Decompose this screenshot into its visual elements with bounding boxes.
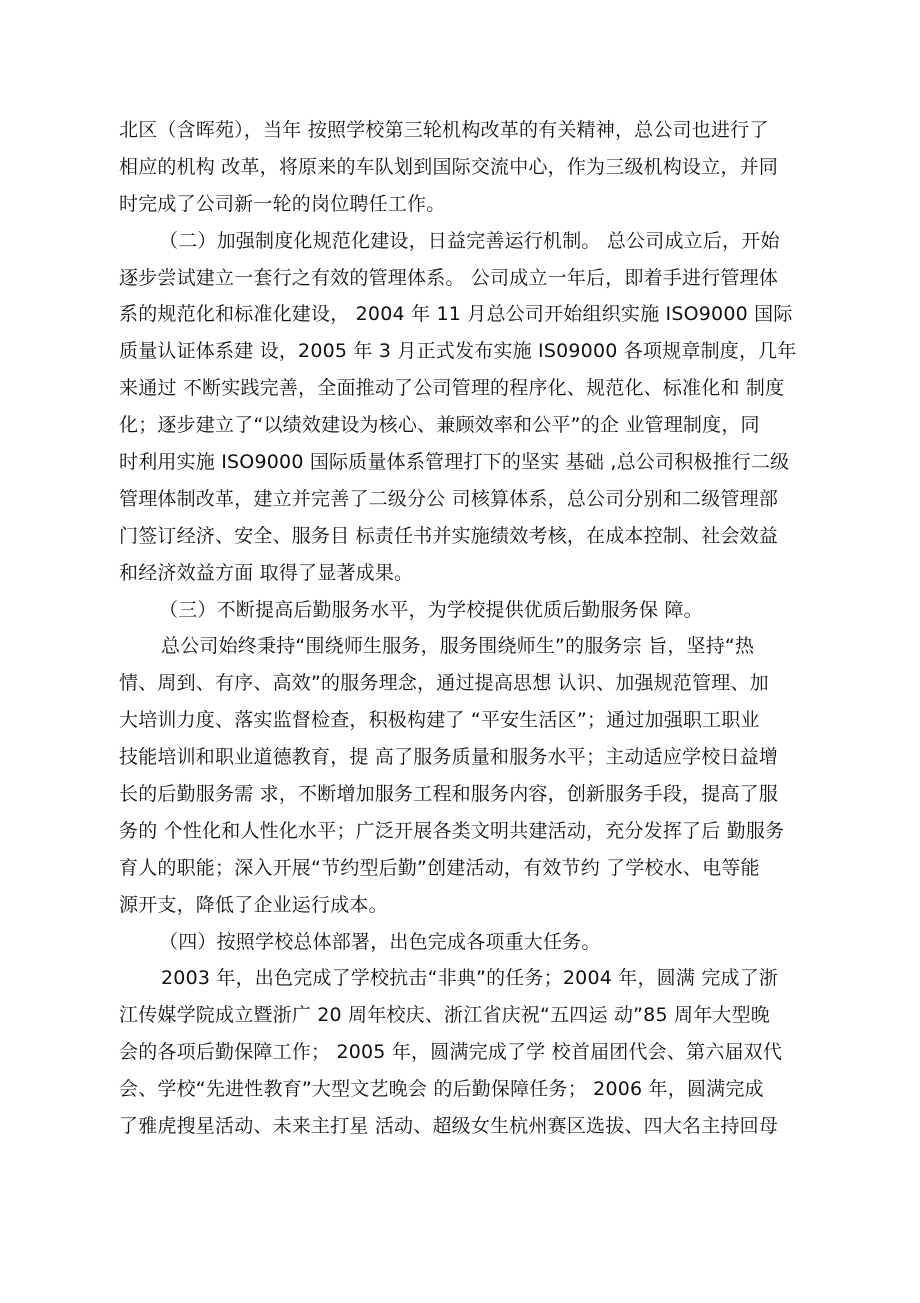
text-line: 大培训力度、落实监督检查，积极构建了 “平安生活区”；通过加强职工职业	[119, 709, 760, 732]
text-line: 源开支，降低了企业运行成本。	[119, 893, 388, 916]
text-line: 总公司始终秉持“围绕师生服务，服务围绕师生”的服务宗 旨，坚持“热	[161, 635, 755, 658]
text-line: 2003 年，出色完成了学校抗击“非典”的任务；2004 年，圆满 完成了浙	[161, 967, 779, 990]
text-line: 育人的职能；深入开展“节约型后勤”创建活动，有效节约 了学校水、电等能	[119, 856, 760, 879]
text-line: 了雅虎搜星活动、未来主打星 活动、超级女生杭州赛区选拔、四大名主持回母	[119, 1115, 779, 1138]
text-line: 化；逐步建立了“以绩效建设为核心、兼顾效率和公平”的企 业管理制度，同	[119, 414, 760, 437]
document-body	[119, 112, 799, 1145]
text-line: 会、学校“先进性教育”大型文艺晚会 的后勤保障任务； 2006 年，圆满完成	[119, 1078, 764, 1101]
text-line: 会的各项后勤保障工作； 2005 年，圆满完成了学 校首届团代会、第六届双代	[119, 1041, 783, 1064]
section-heading-2: （二）加强制度化规范化建设，日益完善运行机制。 总公司成立后，开始	[159, 229, 780, 252]
text-line: 和经济效益方面 取得了显著成果。	[119, 561, 414, 584]
text-line: 江传媒学院成立暨浙广 20 周年校庆、浙江省庆祝“五四运 动”85 周年大型晚	[119, 1004, 770, 1027]
text-line: 管理体制改革，建立并完善了二级分公 司核算体系，总公司分别和二级管理部	[119, 487, 779, 510]
text-line: 系的规范化和标准化建设， 2004 年 11 月总公司开始组织实施 ISO9000 国际	[119, 303, 793, 326]
text-line: 技能培训和职业道德教育，提 高了服务质量和服务水平；主动适应学校日益增	[119, 746, 779, 769]
text-line: 相应的机构 改革，将原来的车队划到国际交流中心，作为三级机构设立，并同	[119, 155, 779, 178]
text-line: 时完成了公司新一轮的岗位聘任工作。	[119, 192, 446, 215]
text-line: 务的 个性化和人性化水平；广泛开展各类文明共建活动，充分发挥了后 勤服务	[119, 819, 785, 842]
text-line: 质量认证体系建 设，2005 年 3 月正式发布实施 IS09000 各项规章制度，几年	[119, 340, 797, 363]
section-heading-4: （四）按照学校总体部署，出色完成各项重大任务。	[159, 930, 601, 953]
text-line: 来通过 不断实践完善，全面推动了公司管理的程序化、规范化、标准化和 制度	[119, 377, 785, 400]
text-line: 情、周到、有序、高效”的服务理念，通过提高思想 认识、加强规范管理、加	[119, 672, 769, 695]
text-line: 门签订经济、安全、服务目 标责任书并实施绩效考核，在成本控制、社会效益	[119, 524, 779, 547]
text-line: 长的后勤服务需 求，不断增加服务工程和服务内容，创新服务手段，提高了服	[119, 783, 779, 806]
text-line: 北区（含晖苑），当年 按照学校第三轮机构改革的有关精神，总公司也进行了	[119, 119, 769, 141]
section-heading-3: （三）不断提高后勤服务水平，为学校提供优质后勤服务保 障。	[159, 598, 703, 621]
text-line: 时利用实施 ISO9000 国际质量体系管理打下的坚实 基础 ,总公司积极推行二级	[119, 451, 790, 474]
text-line: 逐步尝试建立一套行之有效的管理体系。 公司成立一年后，即着手进行管理体	[119, 266, 779, 289]
